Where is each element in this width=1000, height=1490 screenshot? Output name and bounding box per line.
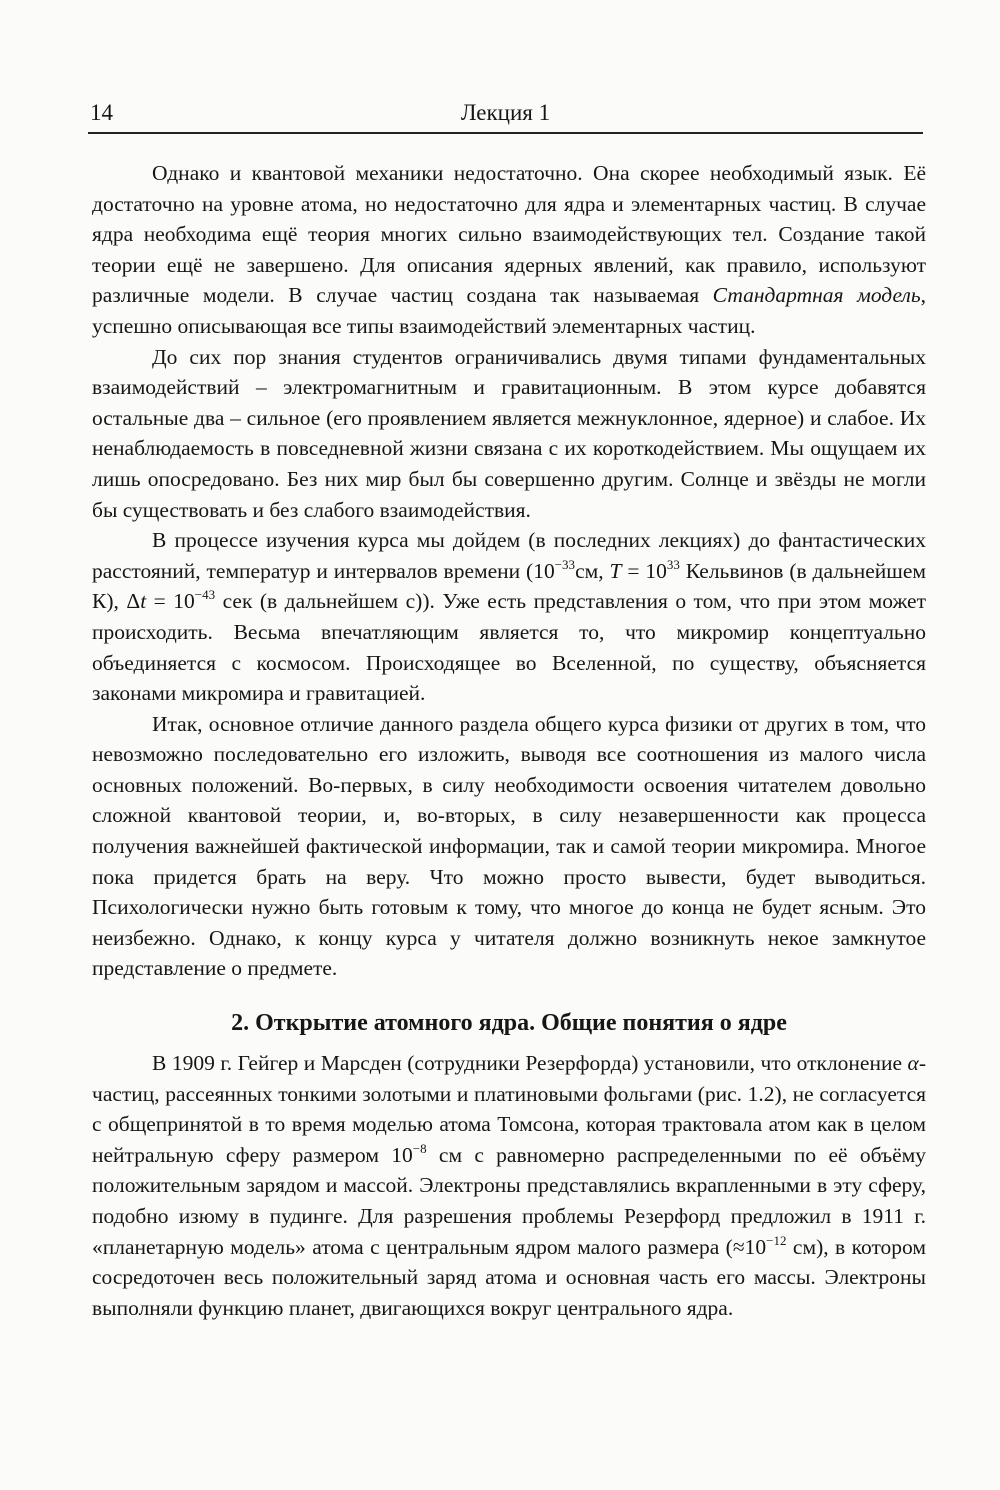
section-heading: 2. Открытие атомного ядра. Общие понятия о ядре xyxy=(231,1010,787,1037)
running-header xyxy=(88,96,923,134)
page-number: 14 xyxy=(90,100,113,125)
paragraph: До сих пор знания студентов ограничивались двумя типами фундаментальных взаимодействий – электромагнитным и гравитационным. В этом курсе добавятся остальные два – сильное (его проявлением является межнуклонное, ядерное) и слабое. Их ненаблюдаемость в повседневной жизни связана с их короткодействием. Мы ощущаем их лишь опосредовано. Без них мир был бы совершенно другим. Солнце и звёзды не могли бы существовать и без слабого взаимодействия. xyxy=(92,344,926,522)
paragraph: Итак, основное отличие данного раздела общего курса физики от других в том, что невозможно последовательно его изложить, выводя все соотношения из малого числа основных положений. Во-первых, в силу необходимости освоения читателем довольно сложной квантовой теории, и, во-вторых, в силу незавершенности как процесса получения важнейшей фактической информации, так и самой теории микромира. Многое пока придется брать на веру. Что можно просто вывести, будет выводиться. Психологически нужно быть готовым к тому, что многое до конца не будет ясным. Это неизбежно. Однако, к концу курса у читателя должно возникнуть некое замкнутое представление о предмете. xyxy=(92,711,926,981)
paragraph: В процессе изучения курса мы дойдем (в последних лекциях) до фантастических расстояний, температур и интервалов времени ($10^{-33}см$, $T = 10^{33}$ Кельвинов (в дальнейшем К), $\Delta t = 10^{-43}$ сек (в дальнейшем с)). Уже есть представления о том, что при этом может происходить. Весьма впечатляющим является то, что микромир концептуально объединяется с космосом. Происходящее во Вселенной, по существу, объясняется законами микромира и гравитацией. xyxy=(92,528,926,706)
page-body xyxy=(92,158,926,1323)
paragraph: Однако и квантовой механики недостаточно. Она скорее необходимый язык. Её достаточно на уровне атома, но недостаточно для ядра и элементарных частиц. В случае ядра необходима ещё теория многих сильно взаимодействующих тел. Создание такой теории ещё не завершено. Для описания ядерных явлений, как правило, используют различные модели. В случае частиц создана так называемая Стандартная модель, успешно описывающая все типы взаимодействий элементарных частиц. xyxy=(92,161,926,338)
paragraph: В 1909 г. Гейгер и Марсден (сотрудники Резерфорда) установили, что отклонение α-частиц, рассеянных тонкими золотыми и платиновыми фольгами (рис. 1.2), не согласуется с общепринятой в то время моделью атома Томсона, которая трактовала атом как в целом нейтральную сферу размером $10^{-8}$ см с равномерно распределенными по её объёму положительным зарядом и массой. Электроны представлялись вкрапленными в эту сферу, подобно изюму в пудинге. Для разрешения проблемы Резерфорд предложил в 1911 г. «планетарную модель» атома с центральным ядром малого размера ($\approx 10^{-12}$ см), в котором сосредоточен весь положительный заряд атома и основная часть его массы. Электроны выполняли функцию планет, двигающихся вокруг центрального ядра. xyxy=(92,1051,926,1320)
running-title: Лекция 1 xyxy=(460,100,551,125)
